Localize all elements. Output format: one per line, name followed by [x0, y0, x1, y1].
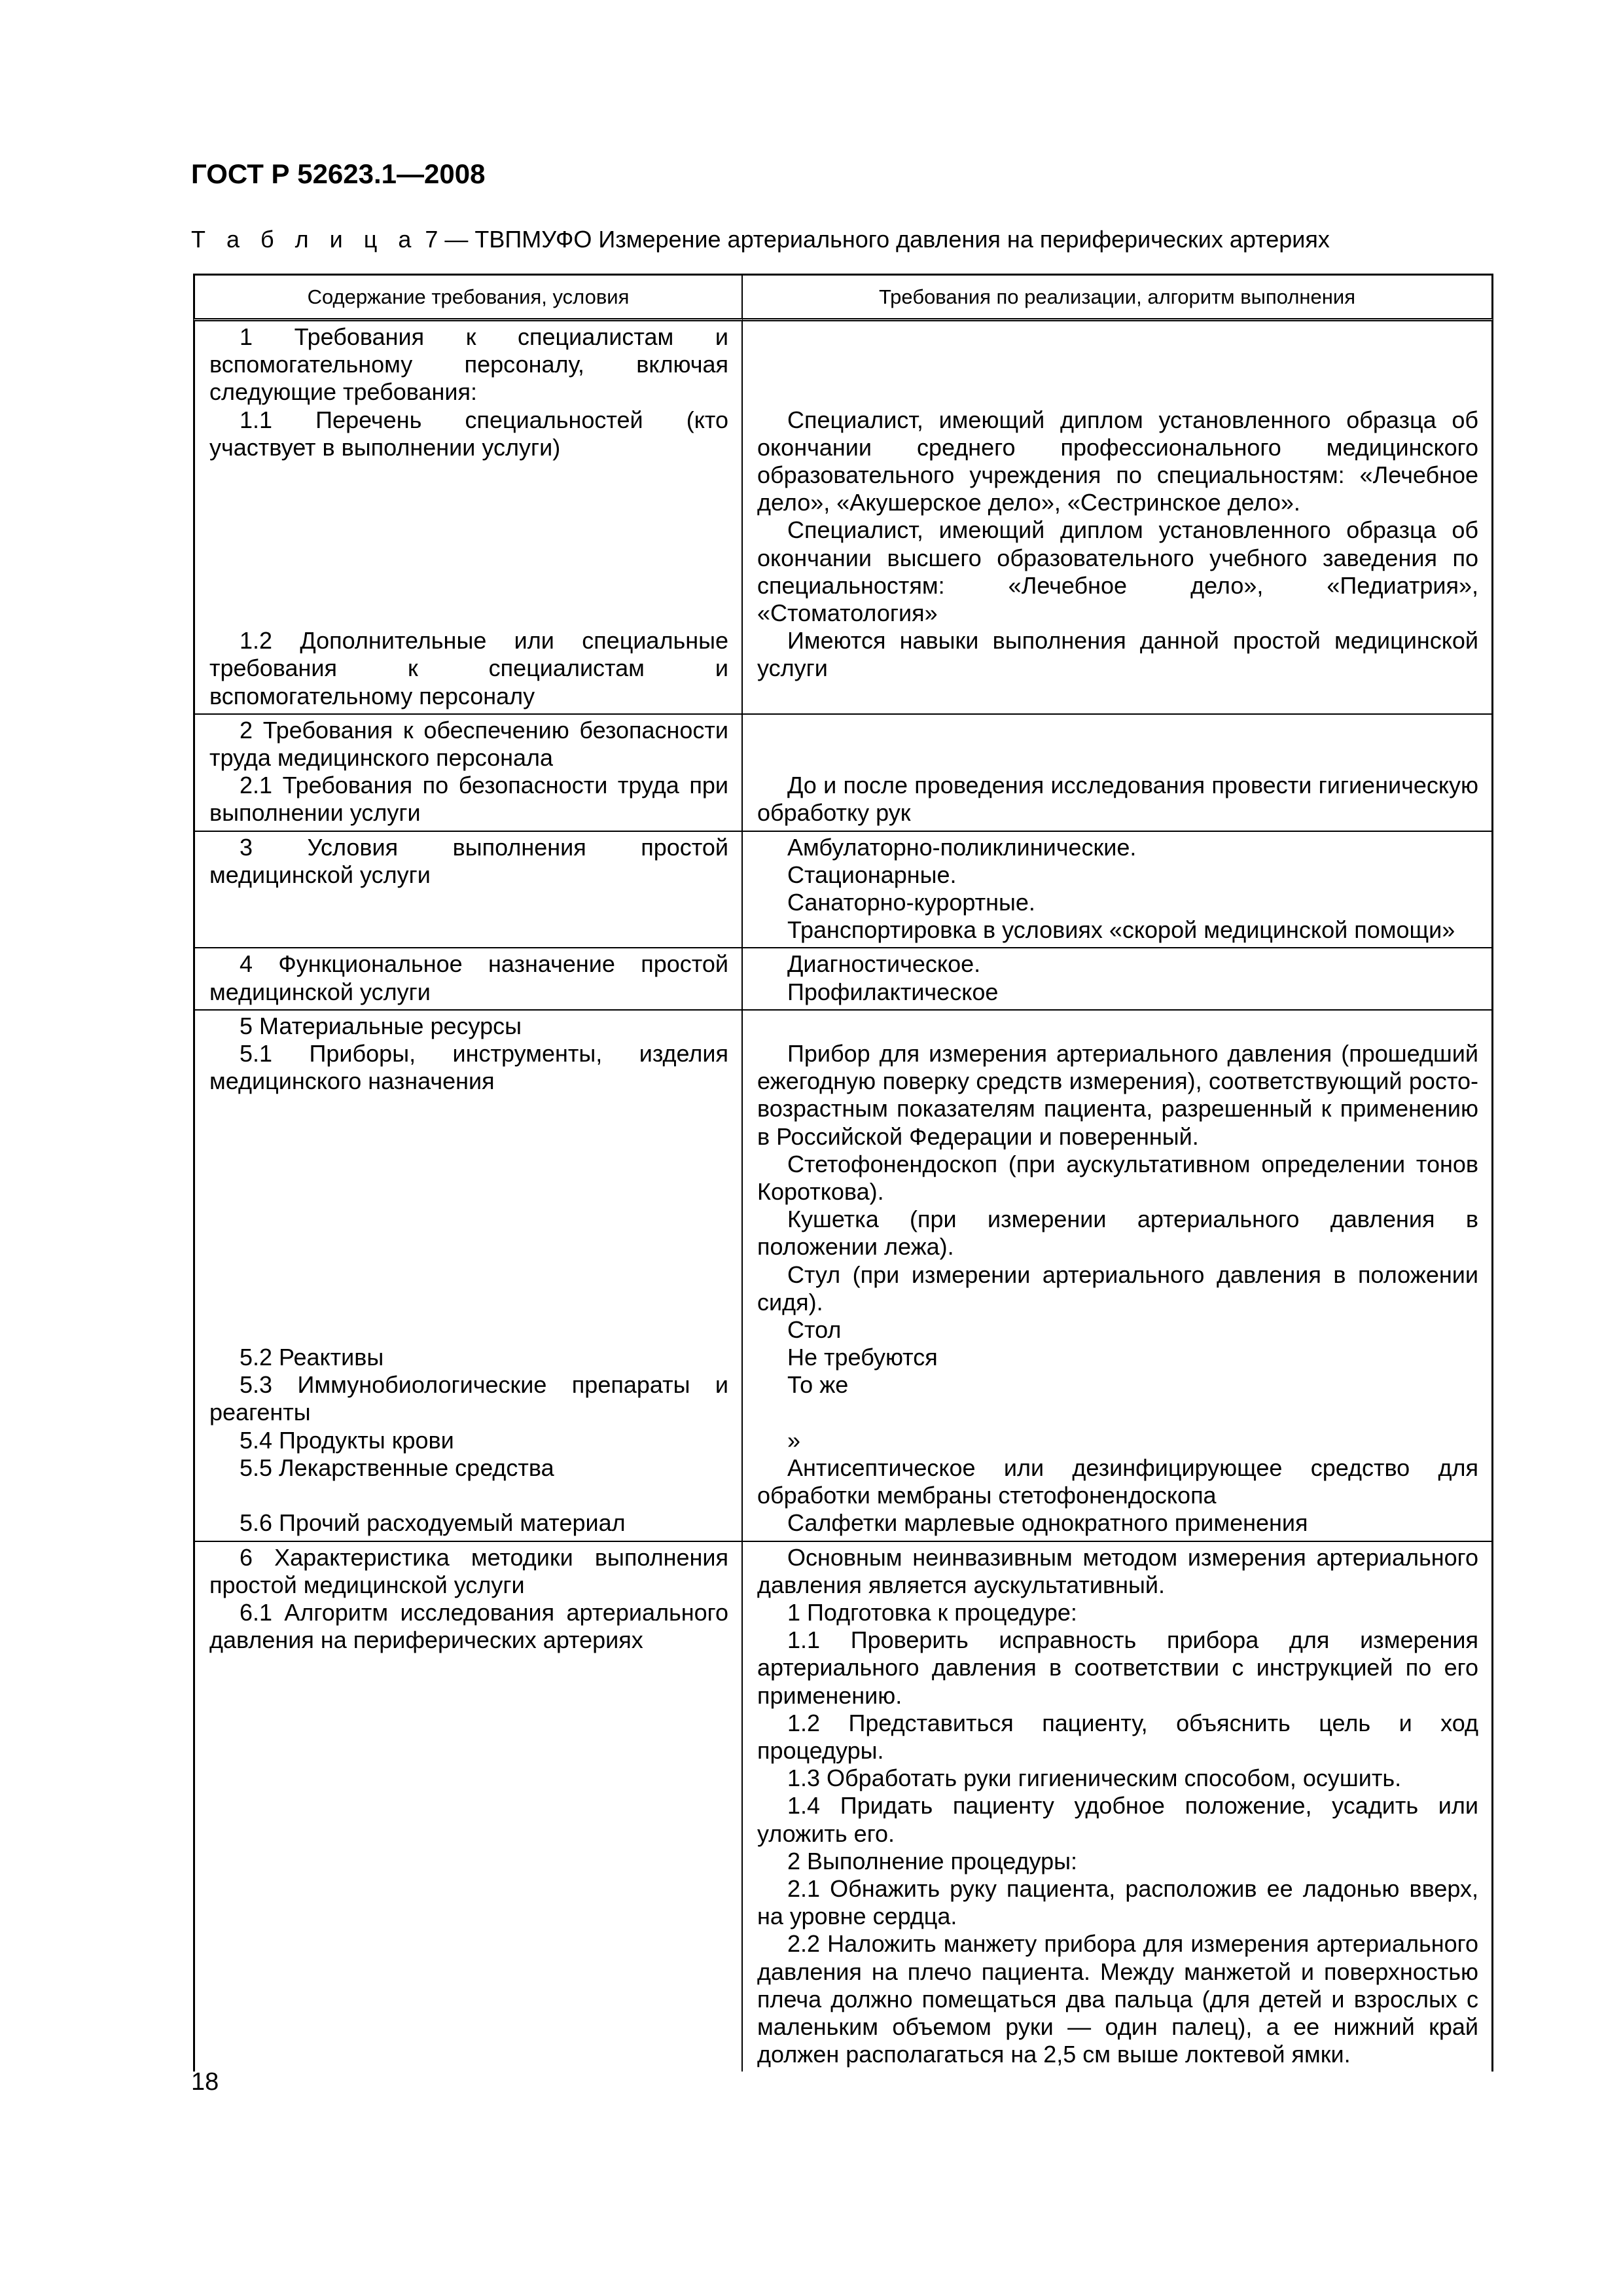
cell-paragraph: 6.1 Алгоритм исследования артериального давления на периферических артериях: [209, 1599, 728, 1654]
cell-paragraph: Санаторно-курортные.: [787, 888, 1035, 916]
table-caption-title: 7 — ТВПМУФО Измерение артериального давления на периферических артериях: [418, 226, 1330, 253]
page-number: 18: [191, 2068, 219, 2096]
blank-line: [209, 1178, 728, 1206]
cell-paragraph: 5 Материальные ресурсы: [240, 1012, 522, 1039]
blank-line: [757, 378, 1478, 406]
blank-line: [757, 1399, 1478, 1427]
cell-paragraph: 6 Характеристика методики выполнения простой медицинской услуги: [209, 1543, 728, 1598]
cell-paragraph: »: [787, 1426, 801, 1454]
blank-line: [757, 1013, 1478, 1040]
column-header-requirement: Содержание требования, условия: [193, 274, 743, 321]
cell-implementation: [743, 948, 1493, 1010]
cell-paragraph: Диагностическое.: [787, 950, 981, 978]
cell-paragraph: 1 Подготовка к процедуре:: [787, 1599, 1077, 1626]
table-caption: [191, 226, 1330, 253]
blank-line: [209, 572, 728, 600]
blank-line: [209, 1151, 728, 1178]
cell-paragraph: Не требуются: [787, 1344, 938, 1371]
cell-implementation: [743, 321, 1493, 715]
table-row: [193, 715, 1493, 832]
blank-line: [209, 516, 728, 544]
cell-paragraph: Стол: [787, 1316, 842, 1343]
cell-paragraph: 5.2 Реактивы: [240, 1344, 384, 1371]
cell-paragraph: 2 Требования к обеспечению безопасности труда медицинского персонала: [209, 716, 728, 771]
blank-line: [209, 489, 728, 516]
blank-line: [209, 1095, 728, 1122]
blank-line: [209, 600, 728, 627]
table-row: [193, 1542, 1493, 2072]
table-header-row: [193, 274, 1493, 321]
cell-paragraph: 1.2 Представиться пациенту, объяснить цель и ход процедуры.: [757, 1709, 1478, 1765]
cell-paragraph: 2.1 Требования по безопасности труда при выполнении услуги: [209, 772, 728, 827]
cell-paragraph: 2 Выполнение процедуры:: [787, 1847, 1078, 1874]
cell-paragraph: 3 Условия выполнения простой медицинской услуги: [209, 833, 728, 888]
table-body: [193, 321, 1493, 2072]
cell-paragraph: 2.2 Наложить манжету прибора для измерения артериального давления на плечо пациента. Между манжетой и поверхностью плеча должно помещаться два пальца (для детей и взрослых с маленьким объемом руки — один палец), а ее нижний край должен располагаться на 2,5 см выше локтевой ямки.: [757, 1930, 1478, 2068]
blank-line: [209, 1289, 728, 1316]
table-row: [193, 832, 1493, 949]
cell-paragraph: До и после проведения исследования провести гигиеническую обработку рук: [757, 772, 1478, 827]
cell-paragraph: 1.3 Обработать руки гигиеническим способом, осушить.: [787, 1765, 1402, 1792]
cell-implementation: [743, 832, 1493, 949]
cell-paragraph: Транспортировка в условиях «скорой медицинской помощи»: [787, 916, 1455, 944]
table-row: [193, 321, 1493, 715]
cell-implementation: [743, 1011, 1493, 1542]
cell-paragraph: Специалист, имеющий диплом установленного образца об окончании высшего образовательного учебного заведения по специальностям: «Лечебное дело», «Педиатрия», «Стоматология»: [757, 516, 1478, 626]
cell-paragraph: 1.2 Дополнительные или специальные требования к специалистам и вспомогательному персоналу: [209, 627, 728, 709]
table-row: [193, 948, 1493, 1010]
table-header: [193, 274, 1493, 321]
cell-paragraph: 5.5 Лекарственные средства: [240, 1454, 554, 1481]
cell-implementation: [743, 1542, 1493, 2072]
cell-paragraph: Основным неинвазивным методом измерения артериального давления является аускультативный.: [757, 1543, 1478, 1598]
blank-line: [757, 717, 1478, 744]
cell-paragraph: 1.1 Перечень специальностей (кто участвует в выполнении услуги): [209, 406, 728, 461]
requirements-table: [193, 274, 1493, 2072]
cell-paragraph: Кушетка (при измерении артериального давления в положении лежа).: [757, 1206, 1478, 1261]
blank-line: [757, 744, 1478, 772]
cell-implementation: [743, 715, 1493, 832]
blank-line: [757, 323, 1478, 351]
cell-requirement: [193, 715, 743, 832]
cell-paragraph: 1.1 Проверить исправность прибора для измерения артериального давления в соответствии с инструкцией по его применению.: [757, 1626, 1478, 1709]
blank-line: [209, 1206, 728, 1233]
cell-paragraph: 5.4 Продукты крови: [240, 1426, 454, 1454]
blank-line: [209, 461, 728, 489]
cell-requirement: [193, 321, 743, 715]
blank-line: [209, 1233, 728, 1261]
blank-line: [209, 1261, 728, 1289]
document-header: ГОСТ Р 52623.1—2008: [191, 158, 486, 189]
cell-paragraph: 5.1 Приборы, инструменты, изделия медицинского назначения: [209, 1039, 728, 1095]
cell-requirement: [193, 1542, 743, 2072]
cell-paragraph: Стетофонендоскоп (при аускультативном определении тонов Короткова).: [757, 1150, 1478, 1205]
cell-paragraph: Профилактическое: [787, 978, 999, 1005]
cell-paragraph: То же: [787, 1371, 849, 1399]
cell-paragraph: Антисептическое или дезинфицирующее средство для обработки мембраны стетофонендоскопа: [757, 1454, 1478, 1509]
blank-line: [757, 351, 1478, 378]
cell-paragraph: Прибор для измерения артериального давления (прошедший ежегодную поверку средств измерения), соответствующий росто-возрастным показателям пациента, разрешенный к применению в Российской Федерации и поверенный.: [757, 1039, 1478, 1150]
blank-line: [209, 1123, 728, 1151]
cell-paragraph: 4 Функциональное назначение простой медицинской услуги: [209, 950, 728, 1005]
blank-line: [209, 1316, 728, 1344]
cell-paragraph: Стационарные.: [787, 861, 957, 888]
blank-line: [209, 545, 728, 572]
cell-paragraph: 2.1 Обнажить руку пациента, расположив ее ладонью вверх, на уровне сердца.: [757, 1875, 1478, 1930]
cell-paragraph: 1.4 Придать пациенту удобное положение, усадить или уложить его.: [757, 1792, 1478, 1847]
table-row: [193, 1011, 1493, 1542]
blank-line: [209, 1482, 728, 1509]
cell-paragraph: Специалист, имеющий диплом установленного образца об окончании среднего профессионального медицинского образовательного учреждения по специальностям: «Лечебное дело», «Акушерское дело», «Сестринское дело».: [757, 406, 1478, 516]
cell-paragraph: Имеются навыки выполнения данной простой медицинской услуги: [757, 627, 1478, 682]
column-header-implementation: Требования по реализации, алгоритм выполнения: [743, 274, 1493, 321]
cell-paragraph: 5.3 Иммунобиологические препараты и реагенты: [209, 1371, 728, 1426]
cell-paragraph: Амбулаторно-поликлинические.: [787, 833, 1137, 861]
cell-paragraph: 1 Требования к специалистам и вспомогательному персоналу, включая следующие требования:: [209, 323, 728, 406]
table-caption-label: Т а б л и ц а: [191, 226, 419, 253]
cell-paragraph: Салфетки марлевые однократного применения: [787, 1509, 1308, 1537]
cell-paragraph: 5.6 Прочий расходуемый материал: [240, 1509, 626, 1537]
cell-paragraph: Стул (при измерении артериального давления в положении сидя).: [757, 1261, 1478, 1316]
cell-requirement: [193, 832, 743, 949]
cell-requirement: [193, 1011, 743, 1542]
cell-requirement: [193, 948, 743, 1010]
